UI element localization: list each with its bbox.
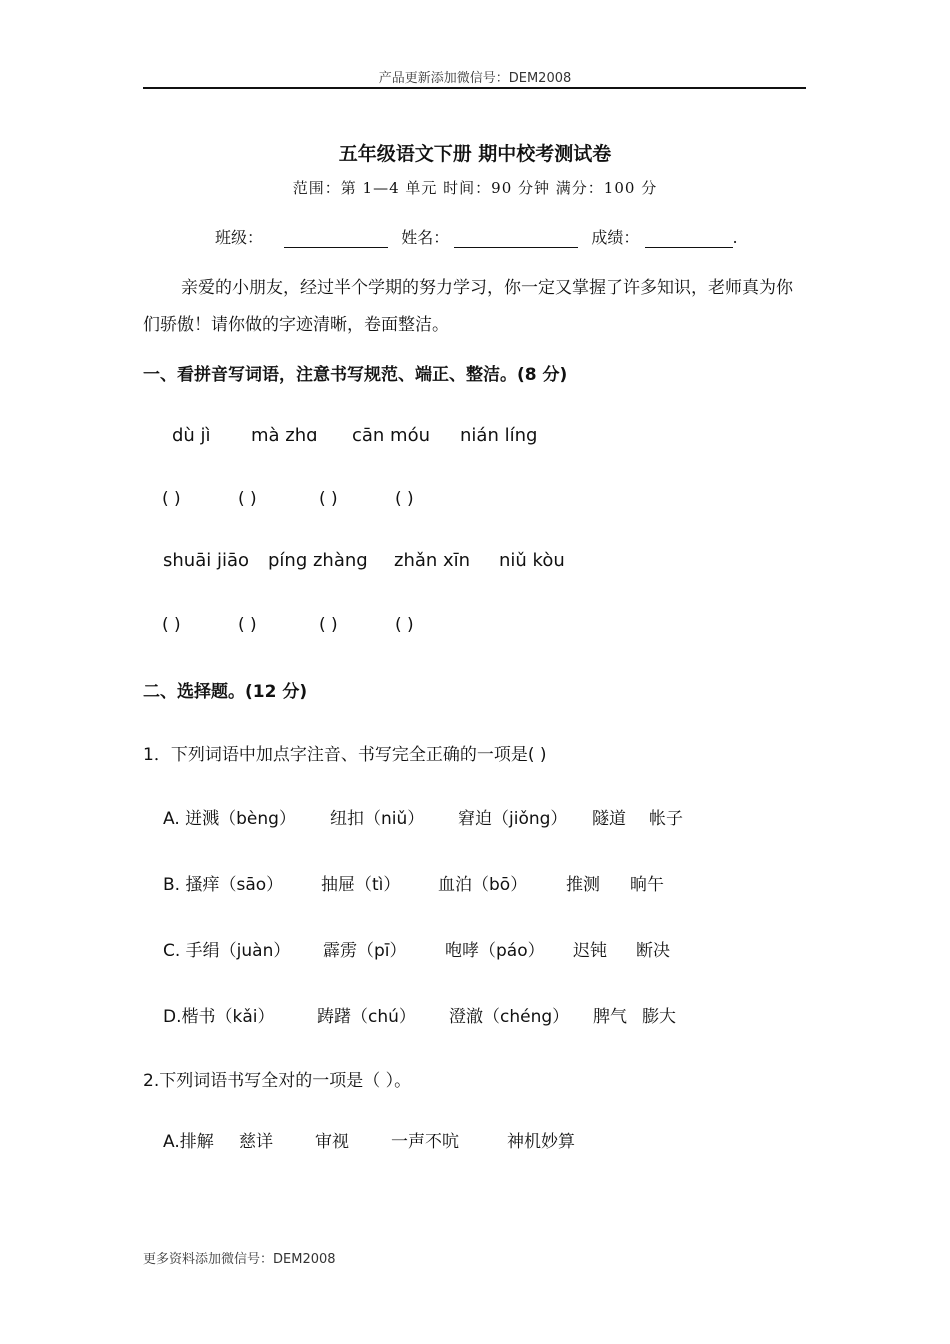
score-blank[interactable] (645, 229, 733, 248)
question-1: 1．下列词语中加点字注音、书写完全正确的一项是( ) (143, 745, 547, 765)
option-c-word: C. 手绢（juàn） (163, 941, 291, 961)
option-b-word: 推测 (566, 875, 600, 895)
answer-blank[interactable]: ( ) (238, 615, 257, 635)
option-d-word: 脾气 (593, 1007, 627, 1027)
option-c-word: 迟钝 (573, 941, 607, 961)
section1-heading: 一、看拼音写词语，注意书写规范、端正、整洁。(8 分) (143, 365, 568, 385)
option-a-word: 纽扣（niǔ） (330, 809, 425, 829)
header-rule (143, 87, 806, 89)
option-c-word: 咆哮（páo） (445, 941, 545, 961)
option-b-word: 抽屉（tì） (321, 875, 401, 895)
answer-blank[interactable]: ( ) (395, 615, 414, 635)
intro-paragraph: 亲爱的小朋友，经过半个学期的努力学习，你一定又掌握了许多知识，老师真为你们骄傲！请你做的字迹清晰，卷面整洁。 (143, 278, 793, 335)
option-d-word: 澄澈（chéng） (449, 1007, 570, 1027)
q2-option-a-word: 神机妙算 (507, 1132, 575, 1152)
option-a-word: A. 迸溅（bèng） (163, 809, 296, 829)
exam-subtitle: 范围：第 1—4 单元 时间：90 分钟 满分：100 分 (292, 179, 658, 197)
option-c-word: 霹雳（pī） (323, 941, 407, 961)
name-blank[interactable] (454, 229, 578, 248)
q2-option-a-word: 慈详 (239, 1132, 273, 1152)
option-a-word: 隧道 (592, 809, 626, 829)
option-d-word: 膨大 (642, 1007, 676, 1027)
answer-blank[interactable]: ( ) (238, 489, 257, 509)
q2-option-a-word: A.排解 (163, 1132, 214, 1152)
answer-blank[interactable]: ( ) (162, 489, 181, 509)
pinyin-item: shuāi jiāo (163, 550, 249, 571)
pinyin-item: zhǎn xīn (394, 550, 471, 571)
pinyin-item: dù jì (172, 425, 211, 446)
q2-option-a-word: 审视 (315, 1132, 349, 1152)
pinyin-item: niǔ kòu (499, 550, 565, 571)
option-b-word: B. 搔痒（sāo） (163, 875, 284, 895)
class-blank[interactable] (284, 229, 388, 248)
q2-option-a-word: 一声不吭 (391, 1132, 459, 1152)
pinyin-item: nián líng (460, 425, 538, 446)
option-b-word: 晌午 (630, 875, 664, 895)
answer-blank[interactable]: ( ) (319, 615, 338, 635)
student-info-row (215, 225, 738, 248)
answer-blank[interactable]: ( ) (395, 489, 414, 509)
pinyin-item: mà zhɑ (251, 425, 318, 446)
section2-heading: 二、选择题。(12 分) (143, 682, 308, 702)
option-d-word: 踌躇（chú） (317, 1007, 416, 1027)
class-label: 班级： (215, 228, 264, 247)
option-a-word: 窘迫（jiǒng） (458, 809, 568, 829)
option-a-word: 帐子 (649, 809, 683, 829)
option-c-word: 断决 (636, 941, 670, 961)
pinyin-item: píng zhàng (268, 550, 368, 571)
name-label: 姓名： (401, 228, 450, 247)
end-mark: . (732, 228, 738, 247)
option-d-word: D.楷书（kǎi） (163, 1007, 275, 1027)
score-label: 成绩： (591, 228, 640, 247)
pinyin-item: cān móu (352, 425, 431, 446)
exam-title: 五年级语文下册 期中校考测试卷 (338, 143, 612, 165)
page-footer: 更多资料添加微信号：DEM2008 (143, 1252, 336, 1267)
page-header: 产品更新添加微信号：DEM2008 (378, 71, 572, 86)
question-2: 2.下列词语书写全对的一项是（ ）。 (143, 1071, 412, 1091)
option-b-word: 血泊（bō） (438, 875, 528, 895)
answer-blank[interactable]: ( ) (319, 489, 338, 509)
answer-blank[interactable]: ( ) (162, 615, 181, 635)
